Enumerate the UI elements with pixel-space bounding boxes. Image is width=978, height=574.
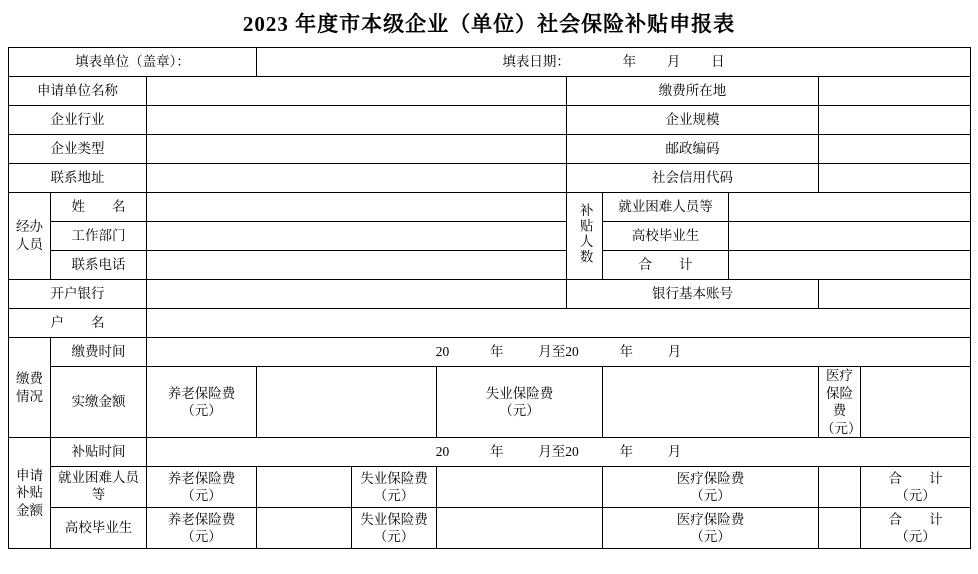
graduates-value[interactable] bbox=[729, 222, 971, 251]
subsidy-graduates-medical-value[interactable] bbox=[819, 508, 861, 549]
handler-label-line1: 经办 bbox=[16, 219, 43, 235]
payment-period-month: 月 bbox=[667, 343, 682, 359]
handler-phone-label: 联系电话 bbox=[51, 251, 147, 280]
subsidy-difficult-medical-value[interactable] bbox=[819, 467, 861, 508]
form-header-row bbox=[9, 48, 971, 77]
enterprise-type-value[interactable] bbox=[147, 135, 567, 164]
subsidy-application-form bbox=[8, 47, 971, 549]
subsidy-difficult-unemployment-line2: （元） bbox=[373, 488, 415, 504]
account-name-value[interactable] bbox=[147, 309, 971, 338]
row-applicant-name bbox=[9, 77, 971, 106]
subsidy-total-label: 合 计 bbox=[603, 251, 729, 280]
handler-dept-label: 工作部门 bbox=[51, 222, 147, 251]
payment-location-value[interactable] bbox=[819, 77, 971, 106]
difficult-persons-value[interactable] bbox=[729, 193, 971, 222]
handler-name-value[interactable] bbox=[147, 193, 567, 222]
postal-code-label: 邮政编码 bbox=[567, 135, 819, 164]
handler-name-label: 姓 名 bbox=[51, 193, 147, 222]
credit-code-label: 社会信用代码 bbox=[567, 164, 819, 193]
row-bank bbox=[9, 280, 971, 309]
subsidy-graduates-unemployment-line2: （元） bbox=[373, 529, 415, 545]
subsidy-graduates-unemployment-label bbox=[352, 508, 437, 549]
subsidy-graduates-pension-label bbox=[147, 508, 257, 549]
row-subsidy-period bbox=[9, 438, 971, 467]
subsidy-period-prefix: 20 bbox=[435, 443, 450, 459]
subsidy-difficult-unemployment-label bbox=[352, 467, 437, 508]
postal-code-value[interactable] bbox=[819, 135, 971, 164]
payment-period-prefix: 20 bbox=[435, 343, 450, 359]
fill-date-cell bbox=[257, 48, 971, 77]
apply-amount-label-line3: 金额 bbox=[16, 502, 43, 518]
row-industry bbox=[9, 106, 971, 135]
subsidy-difficult-label: 就业困难人员等 bbox=[51, 467, 147, 508]
payment-location-label: 缴费所在地 bbox=[567, 77, 819, 106]
bank-label: 开户银行 bbox=[9, 280, 147, 309]
subsidy-graduates-unemployment-line1: 失业保险费 bbox=[360, 511, 428, 527]
fill-date-label: 填表日期： bbox=[502, 53, 570, 69]
subsidy-difficult-pension-label bbox=[147, 467, 257, 508]
handler-phone-value[interactable] bbox=[147, 251, 567, 280]
contact-address-label: 联系地址 bbox=[9, 164, 147, 193]
enterprise-type-label: 企业类型 bbox=[9, 135, 147, 164]
payment-period-value[interactable] bbox=[147, 338, 971, 367]
applicant-name-value[interactable] bbox=[147, 77, 567, 106]
payment-period-year: 年 bbox=[490, 343, 504, 359]
actual-unemployment-label bbox=[437, 367, 603, 438]
subsidy-graduates-unemployment-value[interactable] bbox=[437, 508, 603, 549]
subsidy-graduates-total-line2: （元） bbox=[895, 529, 936, 545]
actual-medical-label bbox=[819, 367, 861, 438]
scale-value[interactable] bbox=[819, 106, 971, 135]
subsidy-graduates-label: 高校毕业生 bbox=[51, 508, 147, 549]
row-contact-address bbox=[9, 164, 971, 193]
subsidy-graduates-total-line1: 合 计 bbox=[888, 511, 943, 527]
actual-medical-label-line1: 医疗保险费 bbox=[826, 368, 854, 419]
actual-pension-label-line2: （元） bbox=[181, 403, 222, 419]
payment-period-month-to: 月至20 bbox=[538, 343, 579, 359]
payment-period-year2: 年 bbox=[619, 343, 634, 359]
subsidy-period-text bbox=[436, 444, 682, 459]
difficult-persons-label: 就业困难人员等 bbox=[603, 193, 729, 222]
account-name-label: 户 名 bbox=[9, 309, 147, 338]
actual-pension-value[interactable] bbox=[257, 367, 437, 438]
subsidy-period-year2: 年 bbox=[619, 443, 634, 459]
actual-amount-label: 实缴金额 bbox=[51, 367, 147, 438]
subsidy-graduates-total-label bbox=[861, 508, 971, 549]
subsidy-period-year: 年 bbox=[490, 443, 504, 459]
subsidy-period-month-to: 月至20 bbox=[538, 443, 579, 459]
subsidy-graduates-pension-line2: （元） bbox=[181, 529, 222, 545]
graduates-label: 高校毕业生 bbox=[603, 222, 729, 251]
row-handler-dept bbox=[9, 222, 971, 251]
subsidy-count-group-label bbox=[567, 193, 603, 280]
subsidy-total-value[interactable] bbox=[729, 251, 971, 280]
payment-period-label: 缴费时间 bbox=[51, 338, 147, 367]
subsidy-period-month: 月 bbox=[667, 443, 682, 459]
handler-label-line2: 人员 bbox=[16, 237, 43, 252]
subsidy-difficult-total-line1: 合 计 bbox=[888, 470, 943, 486]
actual-unemployment-label-line1: 失业保险费 bbox=[485, 385, 554, 401]
row-handler-name bbox=[9, 193, 971, 222]
subsidy-difficult-medical-line1: 医疗保险费 bbox=[676, 470, 745, 486]
subsidy-period-label: 补贴时间 bbox=[51, 438, 147, 467]
subsidy-difficult-unemployment-line1: 失业保险费 bbox=[360, 470, 428, 486]
bank-account-value[interactable] bbox=[819, 280, 971, 309]
subsidy-graduates-medical-line2: （元） bbox=[690, 529, 731, 545]
fill-date-text bbox=[502, 54, 724, 69]
subsidy-count-label-vertical: 补贴人数 bbox=[577, 202, 593, 265]
industry-value[interactable] bbox=[147, 106, 567, 135]
bank-value[interactable] bbox=[147, 280, 567, 309]
bank-account-label: 银行基本账号 bbox=[567, 280, 819, 309]
payment-status-label-line2: 情况 bbox=[16, 388, 43, 404]
fill-unit-label: 填表单位（盖章）： bbox=[9, 48, 257, 77]
subsidy-period-value[interactable] bbox=[147, 438, 971, 467]
actual-unemployment-label-line2: （元） bbox=[499, 403, 540, 419]
subsidy-difficult-unemployment-value[interactable] bbox=[437, 467, 603, 508]
handler-dept-value[interactable] bbox=[147, 222, 567, 251]
payment-status-group-label bbox=[9, 338, 51, 438]
contact-address-value[interactable] bbox=[147, 164, 567, 193]
actual-pension-label-line1: 养老保险费 bbox=[167, 385, 236, 401]
actual-pension-label bbox=[147, 367, 257, 438]
scale-label: 企业规模 bbox=[567, 106, 819, 135]
subsidy-graduates-pension-value[interactable] bbox=[257, 508, 352, 549]
actual-unemployment-value[interactable] bbox=[603, 367, 819, 438]
apply-amount-group-label bbox=[9, 438, 51, 549]
payment-status-label-line1: 缴费 bbox=[16, 371, 43, 387]
subsidy-difficult-total-label bbox=[861, 467, 971, 508]
row-handler-phone bbox=[9, 251, 971, 280]
apply-amount-label-line2: 补贴 bbox=[16, 485, 43, 501]
row-enterprise-type bbox=[9, 135, 971, 164]
row-subsidy-graduates bbox=[9, 508, 971, 549]
actual-medical-value[interactable] bbox=[861, 367, 971, 438]
subsidy-difficult-total-line2: （元） bbox=[895, 488, 936, 504]
row-payment-period bbox=[9, 338, 971, 367]
row-account-name bbox=[9, 309, 971, 338]
subsidy-graduates-medical-label bbox=[603, 508, 819, 549]
credit-code-value[interactable] bbox=[819, 164, 971, 193]
subsidy-difficult-pension-line2: （元） bbox=[181, 488, 222, 504]
payment-period-text bbox=[436, 344, 682, 359]
subsidy-graduates-medical-line1: 医疗保险费 bbox=[676, 511, 745, 527]
row-actual-amount bbox=[9, 367, 971, 438]
fill-date-day: 日 bbox=[711, 53, 725, 69]
page-title: 2023 年度市本级企业（单位）社会保险补贴申报表 bbox=[242, 12, 736, 36]
apply-amount-label-line1: 申请 bbox=[16, 467, 43, 483]
applicant-name-label: 申请单位名称 bbox=[9, 77, 147, 106]
actual-medical-label-line2: （元） bbox=[821, 420, 862, 436]
fill-date-year: 年 bbox=[622, 53, 637, 69]
subsidy-graduates-pension-line1: 养老保险费 bbox=[167, 511, 236, 527]
row-subsidy-difficult bbox=[9, 467, 971, 508]
handler-group-label bbox=[9, 193, 51, 280]
subsidy-difficult-pension-line1: 养老保险费 bbox=[167, 470, 236, 486]
fill-date-month: 月 bbox=[666, 53, 681, 69]
subsidy-difficult-medical-line2: （元） bbox=[690, 488, 731, 504]
subsidy-difficult-pension-value[interactable] bbox=[257, 467, 352, 508]
industry-label: 企业行业 bbox=[9, 106, 147, 135]
subsidy-difficult-medical-label bbox=[603, 467, 819, 508]
